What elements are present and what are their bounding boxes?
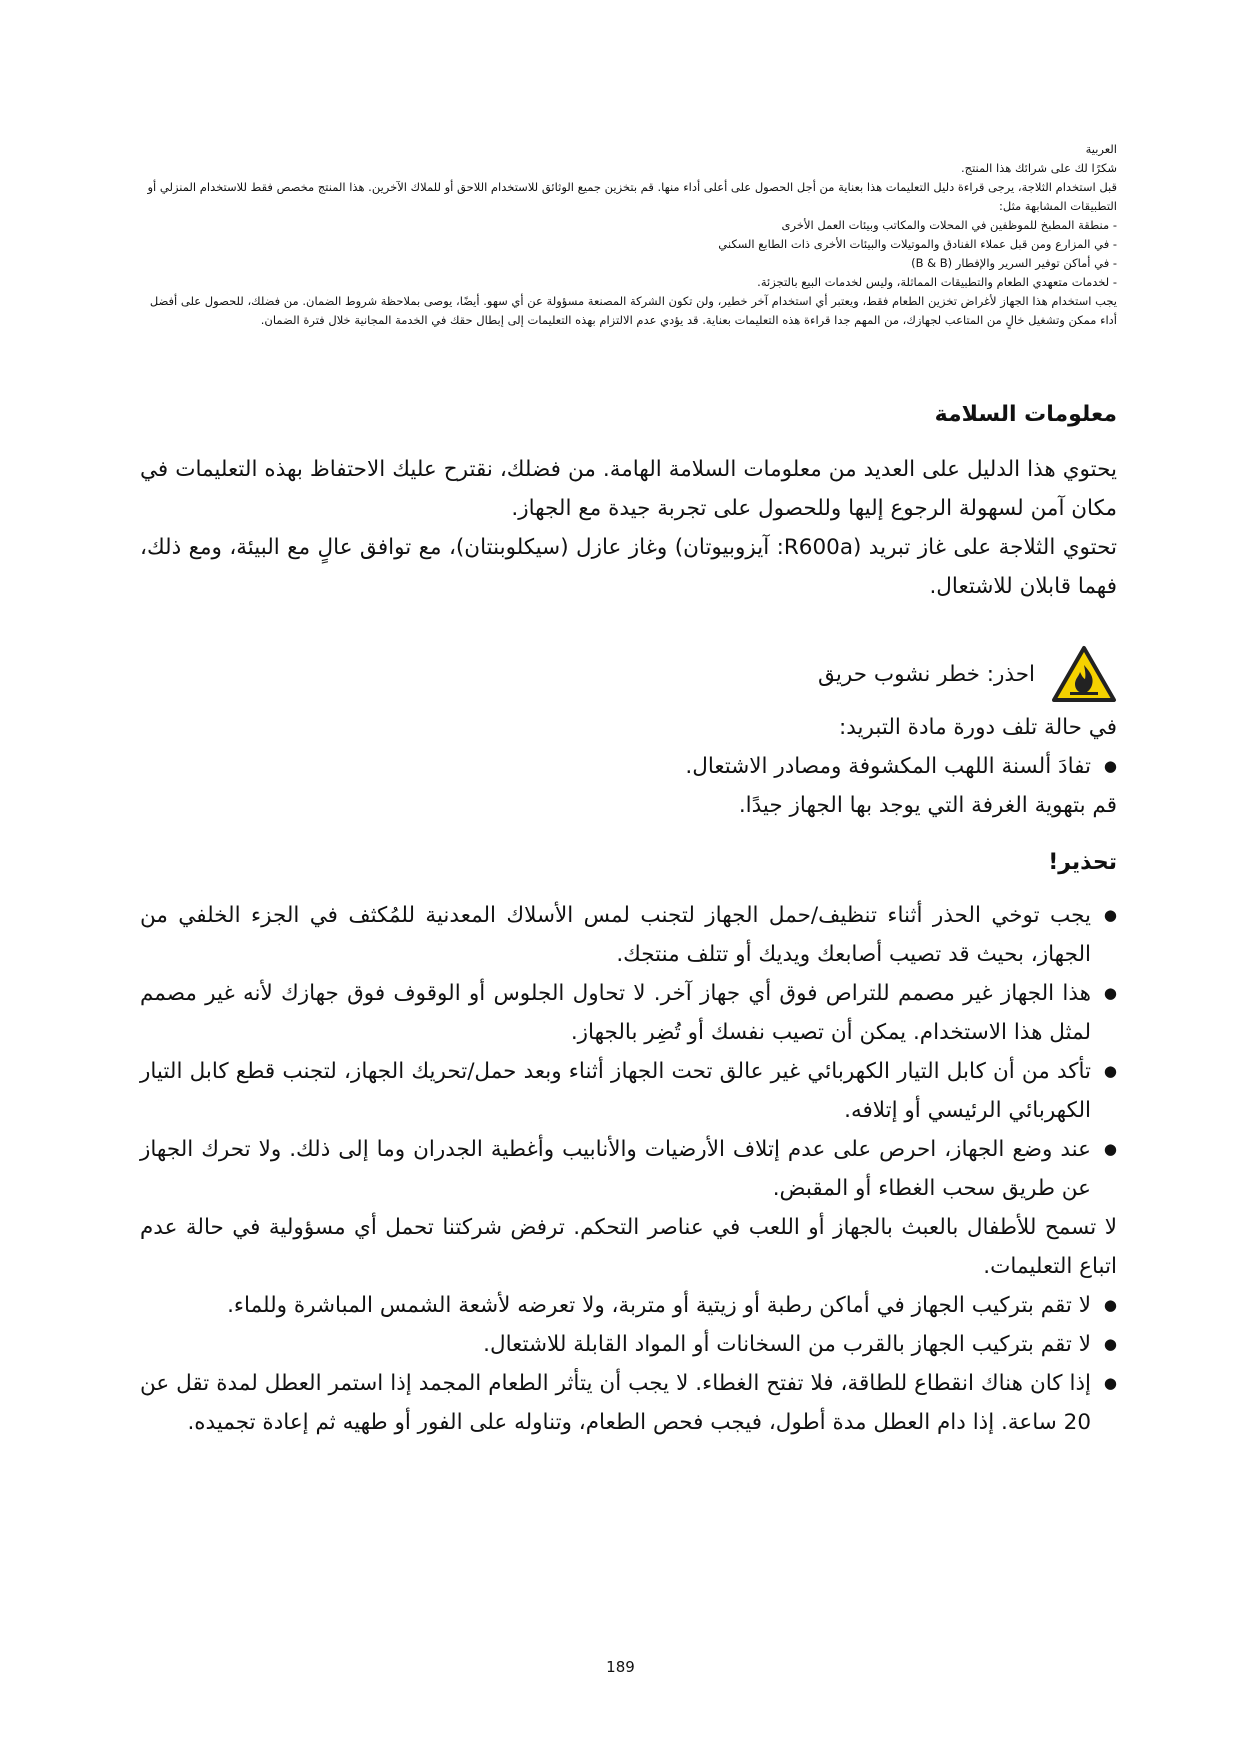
warning-heading: تحذير! <box>1048 850 1117 875</box>
use-item: - منطقة المطبخ للموظفين في المحلات والمكاتب وبيئات العمل الأخرى <box>781 218 1117 232</box>
safety-heading: معلومات السلامة <box>934 402 1117 427</box>
intro-paragraph: قبل استخدام الثلاجة، يرجى قراءة دليل التعليمات هذا بعناية من أجل الحصول على أعلى أداء منها. قم بتخزين جميع الوثائق للاستخدام اللاحق أو للملاك الآخرين. هذا المنتج مخصص فقط للاستخدام المنزلي أو التطبيقات المشابهة مثل: <box>147 180 1117 213</box>
refrigerant-paragraph: تحتوي الثلاجة على غاز تبريد (R600a: آيزوبيوتان) وغاز عازل (سيكلوبنتان)، مع توافق عالٍ مع البيئة، ومع ذلك، فهما قابلان للاشتعال. <box>140 535 1117 599</box>
warning-list-c <box>140 1286 1117 1442</box>
children-note: لا تسمح للأطفال بالعبث بالجهاز أو اللعب في عناصر التحكم. ترفض شركتنا تحمل أي مسؤولية في حالة عدم اتباع التعليمات. <box>140 1215 1117 1279</box>
list-item: ● لا تقم بتركيب الجهاز في أماكن رطبة أو زيتية أو متربة، ولا تعرضه لأشعة الشمس المباشرة وللماء. <box>140 1286 1117 1325</box>
use-item: - لخدمات متعهدي الطعام والتطبيقات المماثلة، وليس لخدمات البيع بالتجزئة. <box>757 275 1117 289</box>
warning-list-b <box>140 1052 1117 1208</box>
thanks-text: شكرًا لك على شرائك هذا المنتج. <box>961 161 1117 175</box>
flammable-warning-icon <box>1051 645 1117 703</box>
list-item: ● تفادَ ألسنة اللهب المكشوفة ومصادر الاشتعال. <box>140 747 1117 786</box>
damage-intro: في حالة تلف دورة مادة التبريد: <box>838 715 1117 740</box>
use-item: - في المزارع ومن قبل عملاء الفنادق والموتيلات والبيئات الأخرى ذات الطابع السكني <box>718 237 1117 251</box>
use-item: - في أماكن توفير السرير والإفطار (B & B) <box>911 256 1117 270</box>
ventilation-note: قم بتهوية الغرفة التي يوجد بها الجهاز جيدًا. <box>738 793 1117 818</box>
warning-list-a <box>140 896 1117 1052</box>
damage-list <box>140 747 1117 786</box>
fire-warning <box>818 645 1117 703</box>
usage-paragraph: يجب استخدام هذا الجهاز لأغراض تخزين الطعام فقط، ويعتبر أي استخدام آخر خطير، ولن تكون الشركة المصنعة مسؤولة عن أي سهو. أيضًا، يوصى بملاحظة شروط الضمان. من فضلك، للحصول على أفضل أداء ممكن وتشغيل خالٍ من المتاعب لجهازك، من المهم جدا قراءة هذه التعليمات بعناية. قد يؤدي عدم الالتزام بهذه التعليمات إلى إبطال حقك في الخدمة المجانية خلال فترة الضمان. <box>149 294 1117 327</box>
list-item: ● يجب توخي الحذر أثناء تنظيف/حمل الجهاز لتجنب لمس الأسلاك المعدنية للمُكثف في الجزء الخلفي من الجهاز، بحيث قد تصيب أصابعك ويديك أو تتلف منتجك. <box>140 896 1117 974</box>
page-number: 189 <box>606 1658 635 1676</box>
warning-body <box>140 896 1117 1442</box>
list-item: ● هذا الجهاز غير مصمم للتراص فوق أي جهاز آخر. لا تحاول الجلوس أو الوقوف فوق جهازك لأنه غير مصمم لمثل هذا الاستخدام. يمكن أن تصيب نفسك أو تُضِر بالجهاز. <box>140 974 1117 1052</box>
refrigerant-damage <box>140 708 1117 825</box>
fire-warning-text: احذر: خطر نشوب حريق <box>817 661 1035 687</box>
safety-body <box>140 450 1117 606</box>
list-item: ● لا تقم بتركيب الجهاز بالقرب من السخانات أو المواد القابلة للاشتعال. <box>140 1325 1117 1364</box>
intro-section <box>140 140 1117 330</box>
language-label: العربية <box>1085 142 1117 156</box>
list-item: ● عند وضع الجهاز، احرص على عدم إتلاف الأرضيات والأنابيب وأغطية الجدران وما إلى ذلك. ولا تحرك الجهاز عن طريق سحب الغطاء أو المقبض. <box>140 1130 1117 1208</box>
safety-paragraph: يحتوي هذا الدليل على العديد من معلومات السلامة الهامة. من فضلك، نقترح عليك الاحتفاظ بهذه التعليمات في مكان آمن لسهولة الرجوع إليها وللحصول على تجربة جيدة مع الجهاز. <box>140 457 1117 521</box>
list-item: ● إذا كان هناك انقطاع للطاقة، فلا تفتح الغطاء. لا يجب أن يتأثر الطعام المجمد إذا استمر العطل لمدة تقل عن 20 ساعة. إذا دام العطل مدة أطول، فيجب فحص الطعام، وتناوله على الفور أو طهيه ثم إعادة تجميده. <box>140 1364 1117 1442</box>
list-item: ● تأكد من أن كابل التيار الكهربائي غير عالق تحت الجهاز أثناء وبعد حمل/تحريك الجهاز، لتجنب قطع كابل التيار الكهربائي الرئيسي أو إتلافه. <box>140 1052 1117 1130</box>
